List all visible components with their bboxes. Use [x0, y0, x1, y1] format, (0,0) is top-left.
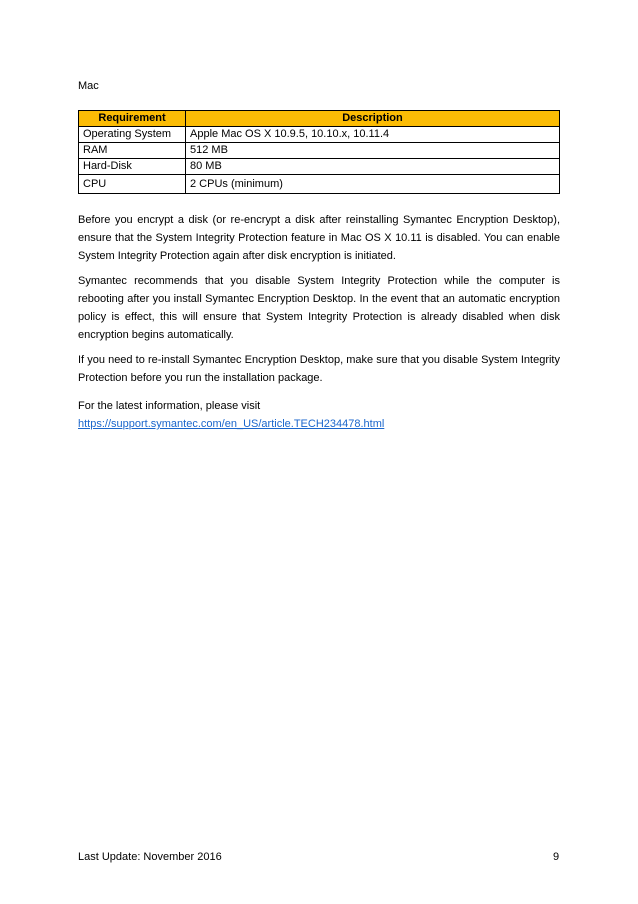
footer-page-number: 9	[553, 851, 560, 863]
column-header-description: Description	[186, 111, 560, 127]
table-cell-requirement: Operating System	[79, 127, 186, 143]
table-cell-description: 80 MB	[186, 159, 560, 175]
paragraph-reinstall: If you need to re-install Symantec Encryption Desktop, make sure that you disable System Integrity Protection before you run the installation package.	[78, 354, 560, 384]
table-cell-requirement: Hard-Disk	[79, 159, 186, 175]
table-row	[79, 143, 560, 159]
table-cell-description: Apple Mac OS X 10.9.5, 10.10.x, 10.11.4	[186, 127, 560, 143]
table-row	[79, 175, 560, 194]
table-cell-requirement: RAM	[79, 143, 186, 159]
support-article-link[interactable]: https://support.symantec.com/en_US/article.TECH234478.html	[78, 418, 385, 430]
table-header-row	[79, 111, 560, 127]
table-cell-description: 512 MB	[186, 143, 560, 159]
table-cell-description: 2 CPUs (minimum)	[186, 175, 560, 194]
footer-last-update: Last Update: November 2016	[78, 851, 222, 863]
section-heading: Mac	[78, 80, 99, 92]
requirements-table	[78, 110, 560, 194]
paragraph-recommendation: Symantec recommends that you disable System Integrity Protection while the computer is rebooting after you install Symantec Encryption Desktop. In the event that an automatic encryption policy is effect, this will ensure that System Integrity Protection is already disabled when disk encryption begins automatically.	[78, 275, 560, 341]
latest-info-text: For the latest information, please visit	[78, 400, 261, 412]
column-header-requirement: Requirement	[79, 111, 186, 127]
table-row	[79, 127, 560, 143]
paragraph-latest-info	[78, 397, 560, 433]
paragraph-encrypt-disk: Before you encrypt a disk (or re-encrypt a disk after reinstalling Symantec Encryption Desktop), ensure that the System Integrity Protection feature in Mac OS X 10.11 is disabled. You can enable System Integrity Protection again after disk encryption is initiated.	[78, 214, 560, 262]
table-cell-requirement: CPU	[79, 175, 186, 194]
table-row	[79, 159, 560, 175]
